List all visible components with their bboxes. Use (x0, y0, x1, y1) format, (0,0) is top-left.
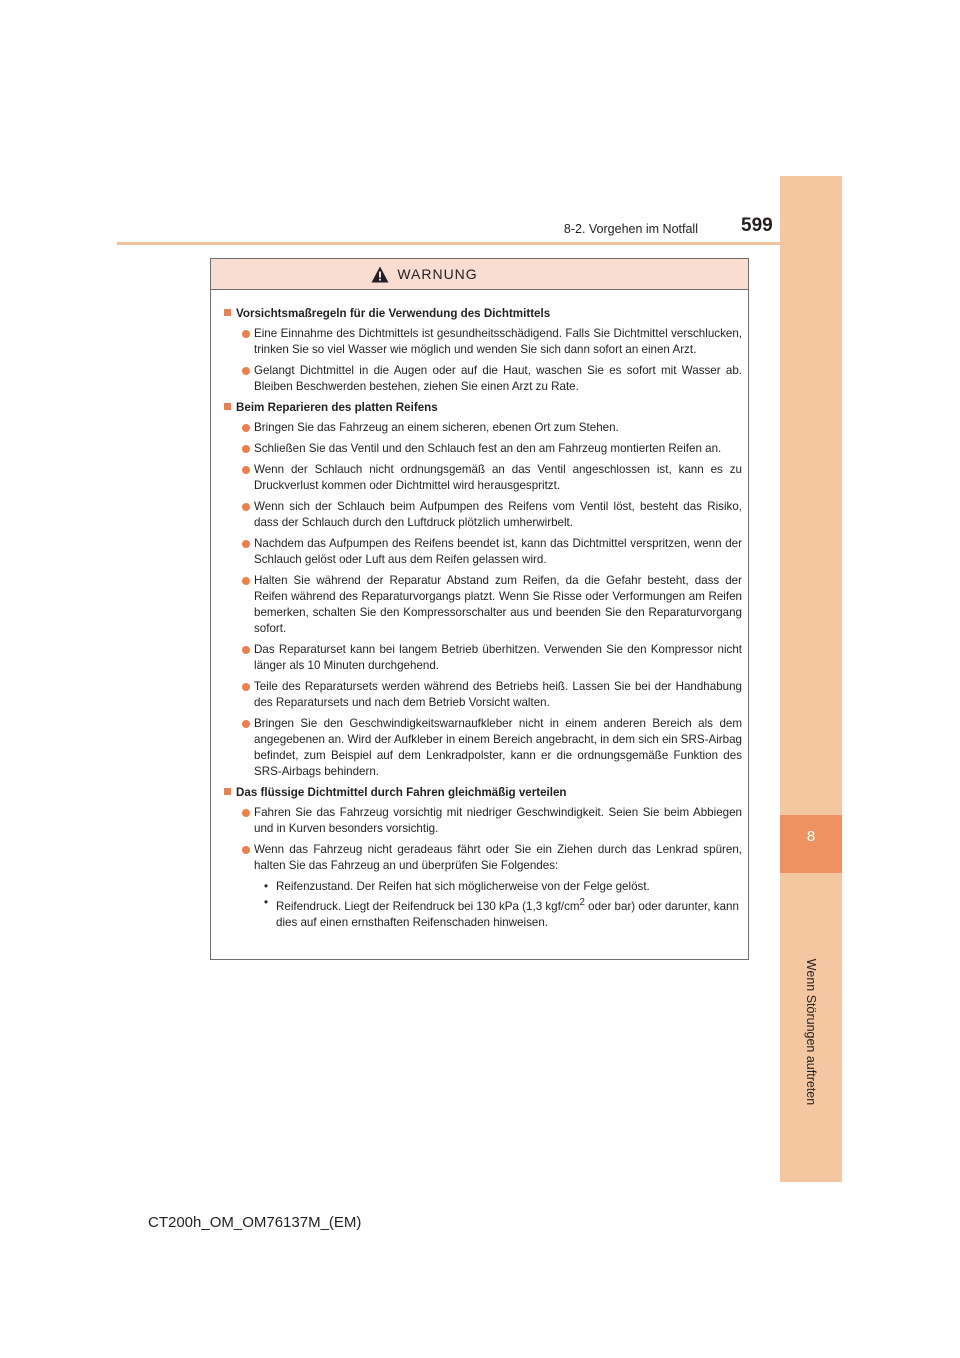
circle-bullet-icon (242, 683, 250, 691)
list-item (224, 326, 742, 358)
sub-list-item-text: Reifenzustand. Der Reifen hat sich möglicherweise von der Felge gelöst. (276, 880, 650, 893)
list-item (224, 441, 742, 457)
list-item-text: Bringen Sie das Fahrzeug an einem sicheren, ebenen Ort zum Stehen. (254, 421, 619, 434)
list-item-text: Schließen Sie das Ventil und den Schlauch fest an den am Fahrzeug montierten Reifen an. (254, 442, 722, 455)
list-item (224, 420, 742, 436)
circle-bullet-icon (242, 540, 250, 548)
list-item (224, 842, 742, 874)
warning-header (211, 259, 748, 290)
list-item (224, 573, 742, 637)
superscript: 2 (579, 897, 585, 908)
list-item-text: Bringen Sie den Geschwindigkeitswarnaufkleber nicht in einem anderen Bereich als dem angegebenen an. Wird der Aufkleber in einem Bereich angebracht, in dem sich ein SRS-Airbag befindet, zum Beispiel auf dem Lenkradpolster, kann er die ordnungsgemäße Funktion des SRS-Airbags behindern. (254, 717, 742, 778)
page-number: 599 (741, 215, 773, 236)
circle-bullet-icon (242, 809, 250, 817)
circle-bullet-icon (242, 466, 250, 474)
section-heading-text: Das flüssige Dichtmittel durch Fahren gleichmäßig verteilen (236, 786, 567, 799)
warning-triangle-icon (371, 266, 389, 283)
list-item (224, 805, 742, 837)
section-heading (224, 306, 742, 322)
list-item-text: Eine Einnahme des Dichtmittels ist gesundheitsschädigend. Falls Sie Dichtmittel verschlucken, trinken Sie so viel Wasser wie möglich und wenden Sie sich dann sofort an einen Arzt. (254, 327, 742, 356)
section-title: 8-2. Vorgehen im Notfall (563, 222, 698, 236)
list-item (224, 462, 742, 494)
section-heading-text: Vorsichtsmaßregeln für die Verwendung des Dichtmittels (236, 307, 551, 320)
circle-bullet-icon (242, 577, 250, 585)
sub-list-item-text (276, 895, 742, 931)
section-heading (224, 785, 742, 801)
list-item-text: Fahren Sie das Fahrzeug vorsichtig mit niedriger Geschwindigkeit. Seien Sie beim Abbiegen und in Kurven besonders vorsichtig. (254, 806, 742, 835)
header-rule (117, 242, 780, 245)
list-item (224, 716, 742, 780)
sub-bullet: • (264, 896, 269, 909)
circle-bullet-icon (242, 424, 250, 432)
sub-text-after: oder bar) oder darunter, kann dies auf einen ernsthaften Reifenschaden hinweisen. (276, 899, 739, 929)
sub-bullet: • (264, 880, 269, 893)
list-item (224, 679, 742, 711)
list-item-text: Wenn der Schlauch nicht ordnungsgemäß an das Ventil angeschlossen ist, kann es zu Druckverlust kommen oder Dichtmittel wird herausgespritzt. (254, 463, 742, 492)
list-item-text: Das Reparaturset kann bei langem Betrieb überhitzen. Verwenden Sie den Kompressor nicht länger als 10 Minuten durchgehend. (254, 643, 742, 672)
warning-content (211, 290, 748, 931)
list-item (224, 363, 742, 395)
circle-bullet-icon (242, 367, 250, 375)
document-id: CT200h_OM_OM76137M_(EM) (148, 1214, 362, 1231)
section-heading-text: Beim Reparieren des platten Reifens (236, 401, 438, 414)
section-heading (224, 400, 742, 416)
square-bullet-icon (224, 403, 231, 410)
circle-bullet-icon (242, 646, 250, 654)
list-item-text: Gelangt Dichtmittel in die Augen oder auf die Haut, waschen Sie es sofort mit Wasser ab. Bleiben Beschwerden bestehen, ziehen Sie einen Arzt zu Rate. (254, 364, 742, 393)
circle-bullet-icon (242, 330, 250, 338)
sub-list-item (224, 895, 742, 931)
sub-list-item (224, 879, 742, 895)
list-item-text: Halten Sie während der Reparatur Abstand zum Reifen, da die Gefahr besteht, dass der Reifen während des Reparaturvorgangs platzt. Wenn Sie Risse oder Verformungen am Reifen bemerken, schalten Sie den Kompressorschalter aus und beenden Sie den Reparaturvorgang sofort. (254, 574, 742, 635)
list-item (224, 642, 742, 674)
circle-bullet-icon (242, 720, 250, 728)
list-item (224, 536, 742, 568)
list-item-text: Nachdem das Aufpumpen des Reifens beendet ist, kann das Dichtmittel verspritzen, wenn der Schlauch gelöst oder Luft aus dem Reifen gelassen wird. (254, 537, 742, 566)
square-bullet-icon (224, 309, 231, 316)
circle-bullet-icon (242, 445, 250, 453)
circle-bullet-icon (242, 846, 250, 854)
circle-bullet-icon (242, 503, 250, 511)
sub-text-before: Reifendruck. Liegt der Reifendruck bei 130 kPa (1,3 kgf/cm (276, 899, 580, 913)
list-item (224, 499, 742, 531)
list-item-text: Wenn das Fahrzeug nicht geradeaus fährt oder Sie ein Ziehen durch das Lenkrad spüren, halten Sie das Fahrzeug an und überprüfen Sie Folgendes: (254, 843, 742, 872)
list-item-text: Teile des Reparatursets werden während des Betriebs heiß. Lassen Sie bei der Handhabung des Reparatursets und nach dem Betrieb Vorsicht walten. (254, 680, 742, 709)
chapter-number: 8 (806, 828, 816, 845)
list-item-text: Wenn sich der Schlauch beim Aufpumpen des Reifens vom Ventil löst, besteht das Risiko, dass der Schlauch durch den Luftdruck plötzlich umherwirbelt. (254, 500, 742, 529)
square-bullet-icon (224, 788, 231, 795)
warning-box (210, 258, 749, 960)
warning-title: WARNUNG (397, 266, 478, 282)
chapter-title: Wenn Störungen auftreten (804, 958, 818, 1106)
